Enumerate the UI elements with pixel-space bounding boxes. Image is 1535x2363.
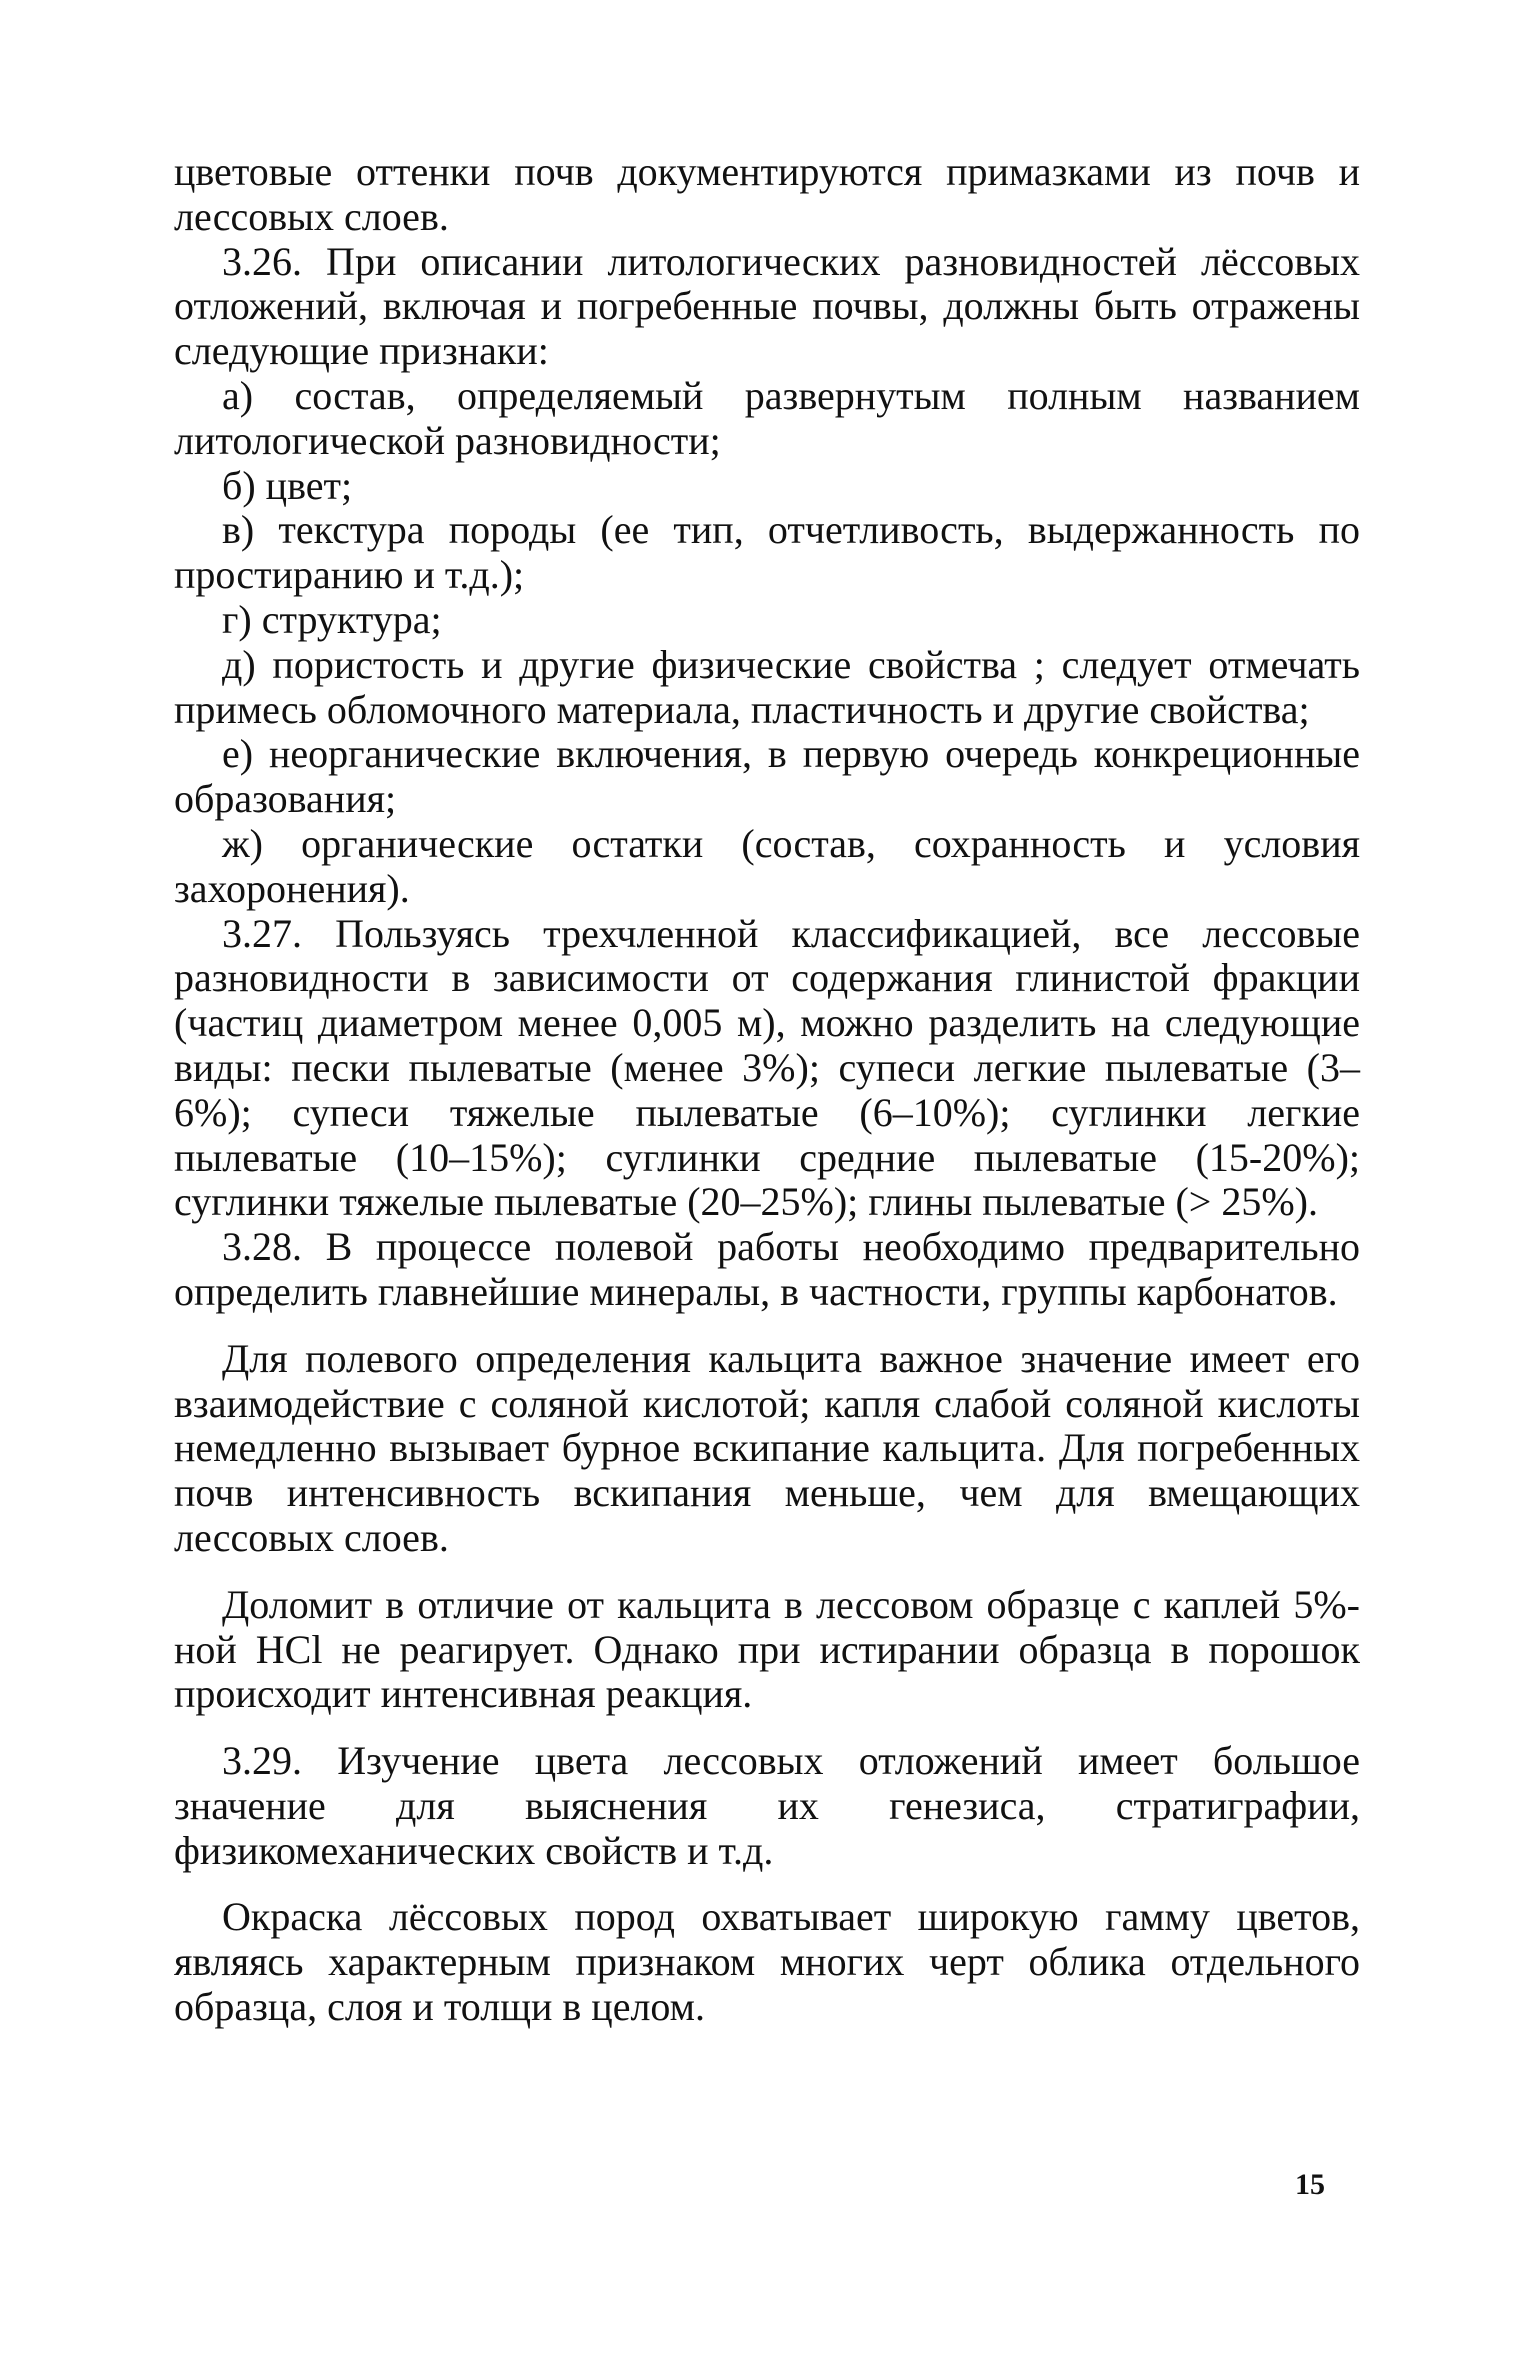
page-body — [174, 150, 1360, 2030]
list-item-b: б) цвет; — [222, 462, 353, 508]
paragraph-calcite: Для полевого определения кальцита важное значение имеет его взаимодействие с соляной кислотой; капля слабой соляной кислоты немедленно вызывает бурное вскипание кальцита. Для погребенных почв интенсивность вскипания меньше, чем для вмещающих лессовых слоев. — [174, 1335, 1360, 1560]
paragraph-3-28: 3.28. В процессе полевой работы необходимо предварительно определить главнейшие минералы, в частности, группы карбонатов. — [174, 1224, 1360, 1314]
list-item-a: а) состав, определяемый развернутым полным названием литологической разновидности; — [174, 372, 1360, 463]
paragraph-3-27: 3.27. Пользуясь трехчленной классификацией, все лессовые разновидности в зависимости от содержания глинистой фракции (частиц диаметром менее 0,005 м), можно разделить на следующие виды: пески пылеватые (менее 3%); супеси легкие пылеватые (3–6%); супеси тяжелые пылеватые (6–10%); суглинки легкие пылеватые (10–15%); суглинки средние пылеватые (15-20%); суглинки тяжелые пылеватые (20–25%); глины пылеватые (> 25%). — [174, 910, 1360, 1225]
list-item-zh: ж) органические остатки (состав, сохранность и условия захоронения). — [174, 820, 1360, 911]
paragraph-continuation: цветовые оттенки почв документируются примазками из почв и лессовых слоев. — [174, 149, 1360, 239]
paragraph-dolomite: Доломит в отличие от кальцита в лессовом образце с каплей 5%-ной HCl не реагирует. Однако при истирании образца в порошок происходит интенсивная реакция. — [174, 1581, 1360, 1717]
list-item-e: е) неорганические включения, в первую очередь конкреционные образования; — [174, 731, 1360, 822]
paragraph-3-29: 3.29. Изучение цвета лессовых отложений имеет большое значение для выяснения их генезиса, стратиграфии, физикомеханических свойств и т.д. — [174, 1738, 1360, 1873]
list-item-v: в) текстура породы (ее тип, отчетливость, выдержанность по простиранию и т.д.); — [174, 507, 1360, 598]
paragraph-color: Окраска лёссовых пород охватывает широкую гамму цветов, являясь характерным признаком многих черт облика отдельного образца, слоя и толщи в целом. — [174, 1894, 1360, 2030]
page-number: 15 — [1295, 2168, 1325, 2201]
paragraph-3-26: 3.26. При описании литологических разновидностей лёссовых отложений, включая и погребенные почвы, должны быть отражены следующие признаки: — [174, 238, 1360, 374]
list-item-g: г) структура; — [222, 596, 442, 642]
list-item-d: д) пористость и другие физические свойства ; следует отмечать примесь обломочного материала, пластичность и другие свойства; — [174, 641, 1360, 732]
